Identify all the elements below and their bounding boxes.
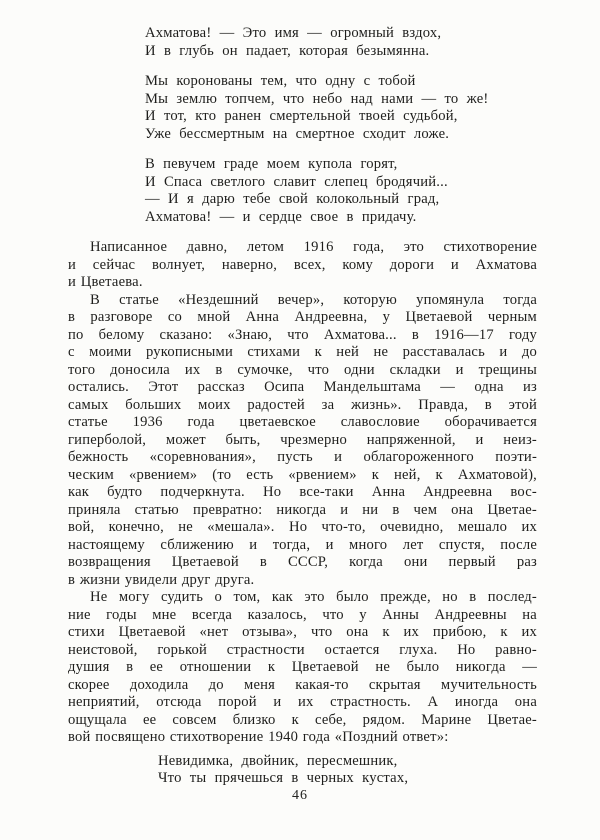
- text-line: как будто подчеркнута. Но все-таки Анна Андреевна вос-: [68, 484, 537, 500]
- paragraph: [68, 239, 537, 292]
- verse-line: В певучем граде моем купола горят,: [145, 156, 398, 172]
- verse-line: Уже бессмертным на смертное сходит ложе.: [145, 125, 450, 142]
- verse-line: И Спаса светлого славит слепец бродячий...: [145, 173, 448, 190]
- verse-line: Невидимка, двойник, пересмешник,: [158, 752, 398, 769]
- text-line: по белому сказано: «Знаю, что Ахматова... в 1916—17 году: [68, 326, 537, 343]
- text-block: [68, 25, 537, 788]
- text-line: В статье «Нездешний вечер», которую упомянула тогда: [90, 291, 537, 308]
- text-line: неприятий, отсюда порой и их страстность. А иногда она: [68, 694, 537, 710]
- text-line: скорее доходила до меня какая-то скрытая мучительность: [68, 676, 537, 693]
- verse-stanza: [145, 156, 537, 226]
- text-line: в разговоре со мной Анна Андреевна, у Цветаевой черным: [68, 309, 537, 325]
- text-line: настоящему сближению и тогда, и много лет спустя, после: [68, 536, 537, 553]
- text-line: Не могу судить о том, как это было прежде, но в послед-: [90, 589, 537, 605]
- text-line: возвращения Цветаевой в СССР, когда они первый раз: [68, 554, 537, 570]
- verse-line: Ахматова! — Это имя — огромный вздох,: [145, 25, 442, 41]
- text-line: статье 1936 года цветаевское славословие оборачивается: [68, 414, 537, 430]
- verse-stanza: [158, 753, 537, 788]
- text-line: неистовой, горькой страстности остается глуха. Но равно-: [68, 641, 537, 658]
- text-line: того доносила их в сумочке, что одни складки и трещины: [68, 361, 537, 378]
- text-line: приняла статью превратно: никогда и ни в чем она Цветае-: [68, 501, 537, 518]
- text-line: Написанное давно, летом 1916 года, это стихотворение: [90, 239, 537, 255]
- text-line: с моими рукописными стихами к ней не расставалась и до: [68, 344, 537, 360]
- verse-line: Мы коронованы тем, что одну с тобой: [145, 73, 416, 89]
- text-line: бежность «соревнования», пусть и облагороженного поэти-: [68, 449, 537, 465]
- page-number: 46: [292, 788, 308, 803]
- verse-line: И в глубь он падает, которая безымянна.: [145, 42, 430, 59]
- text-line: стихи Цветаевой «нет отзыва», что она к их прибою, к их: [68, 624, 537, 640]
- text-line: ощущала ее совсем близко к себе, рядом. Марине Цветае-: [68, 711, 537, 728]
- text-line: душия в ее отношении к Цветаевой не было никогда —: [68, 659, 537, 675]
- verse-stanza: [145, 73, 537, 143]
- text-line: ние годы мне всегда казалось, что у Анны Андреевны на: [68, 606, 537, 623]
- verse-line: Что ты прячешься в черных кустах,: [158, 770, 409, 786]
- text-line: и Цветаева.: [68, 274, 143, 290]
- text-line: остались. Этот рассказ Осипа Мандельштама — одна из: [68, 379, 537, 395]
- verse-line: — И я дарю тебе свой колокольный град,: [145, 191, 440, 207]
- text-line: в жизни увидели друг друга.: [68, 571, 255, 588]
- text-line: самых больших моих радостей за жизнь». Правда, в этой: [68, 396, 537, 413]
- verse-line: Ахматова! — и сердце свое в придачу.: [145, 208, 417, 225]
- text-line: вой посвящено стихотворение 1940 года «Поздний ответ»:: [68, 729, 449, 745]
- verse-line: Мы землю топчем, что небо над нами — то же!: [145, 90, 489, 107]
- paragraph: [68, 292, 537, 590]
- paragraph: [68, 589, 537, 747]
- text-line: и сейчас волнует, наверно, всех, кому дороги и Ахматова: [68, 256, 537, 273]
- text-line: вой, конечно, не «мешала». Но что-то, очевидно, мешало их: [68, 519, 537, 535]
- text-line: ческим «рвением» (то есть «рвением» к ней, к Ахматовой),: [68, 466, 537, 483]
- text-line: гиперболой, может быть, чрезмерно напряженной, и неиз-: [68, 431, 537, 448]
- verse-stanza: [145, 25, 537, 60]
- verse-line: И тот, кто ранен смертельной твоей судьбой,: [145, 108, 458, 124]
